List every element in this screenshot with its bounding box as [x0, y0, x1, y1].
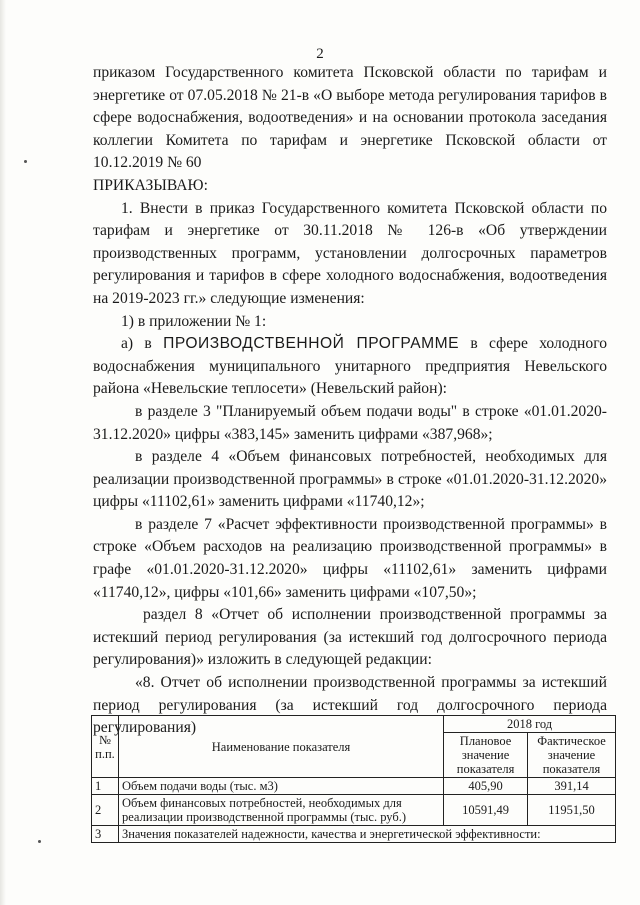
paragraph-section-3: в разделе 3 "Планируемый объем подачи воды" в строке «01.01.2020-31.12.2020» цифры «383,145» заменить цифрами «387,968»;: [93, 402, 607, 443]
scan-speck: [38, 840, 41, 843]
row-name: Значения показателей надежности, качества и энергетической эффективности:: [118, 826, 615, 843]
row-name: Объем подачи воды (тыс. м3): [118, 778, 443, 795]
row-name: Объем финансовых потребностей, необходимых для реализации производственной программы (тыс. руб.): [118, 795, 443, 826]
page-number: 2: [316, 46, 324, 62]
row-fact: 391,14: [528, 778, 616, 795]
header-year: 2018 год: [444, 716, 616, 733]
program-rest: в сфере холодного водоснабжения муниципального унитарного предприятия Невельского района «Невельские теплосети» (Невельский район):: [93, 335, 607, 398]
row-num: 2: [92, 795, 119, 826]
program-title: ПРОИЗВОДСТВЕННОЙ ПРОГРАММЕ: [163, 335, 460, 353]
paragraph-section-8: раздел 8 «Отчет об исполнении производственной программы за истекший период регулирования (за истекший год долгосрочного периода регулирования)» изложить в следующей редакции:: [93, 606, 607, 669]
table-row: [92, 778, 616, 795]
row-fact: 11951,50: [528, 795, 616, 826]
header-plan: Плановое значение показателя: [444, 733, 528, 778]
paragraph-item-1: 1. Внести в приказ Государственного комитета Псковской области по тарифам и энергетике от 30.11.2018 № 126-в «Об утверждении производственных программ, установлении долгосрочных параметров регулирования и тарифов в сфере холодного водоснабжения, водоотведения на 2019-2023 гг.» следующие изменения:: [93, 199, 607, 307]
paragraph-section-4: в разделе 4 «Объем финансовых потребностей, необходимых для реализации производственной программы» в строке «01.01.2020-31.12.2020» цифры «11102,61» заменить цифрами «11740,12»;: [93, 448, 607, 511]
header-name: Наименование показателя: [118, 716, 443, 778]
row-num: 1: [92, 778, 119, 795]
header-fact: Фактическое значение показателя: [528, 733, 616, 778]
document-body: [93, 62, 607, 740]
row-plan: 10591,49: [444, 795, 528, 826]
row-plan: 405,90: [444, 778, 528, 795]
order-heading: ПРИКАЗЫВАЮ:: [93, 176, 208, 194]
row-num: 3: [92, 826, 119, 843]
paragraph-section-7: в разделе 7 «Расчет эффективности производственной программы» в строке «Объем расходов на реализацию производственной программы» в графе «01.01.2020-31.12.2020» цифры «11102,61» заменить цифрами «11740,12», цифры «101,66» заменить цифрами «107,50»;: [93, 515, 607, 601]
paragraph-appendix-1: 1) в приложении № 1:: [121, 312, 267, 330]
paragraph-basis: приказом Государственного комитета Псковской области по тарифам и энергетике от 07.05.2018 № 21-в «О выборе метода регулирования тарифов в сфере водоснабжения, водоотведения» и на основании протокола заседания коллегии Комитета по тарифам и энергетике Псковской области от 10.12.2019 № 60: [93, 64, 607, 172]
program-prefix: а) в: [121, 335, 164, 353]
table-header-row: [92, 716, 616, 733]
scan-speck: [24, 160, 27, 163]
scan-edge-shadow: [0, 0, 6, 905]
report-table: [91, 715, 616, 843]
table-row: [92, 826, 616, 843]
paragraph-program: [93, 333, 607, 401]
table-row: [92, 795, 616, 826]
header-num: № п.п.: [92, 716, 119, 778]
paragraph-section-8-title: «8. Отчет об исполнении производственной программы за истекший период регулирования (за истекший год долгосрочного периода регулирования): [93, 674, 607, 737]
